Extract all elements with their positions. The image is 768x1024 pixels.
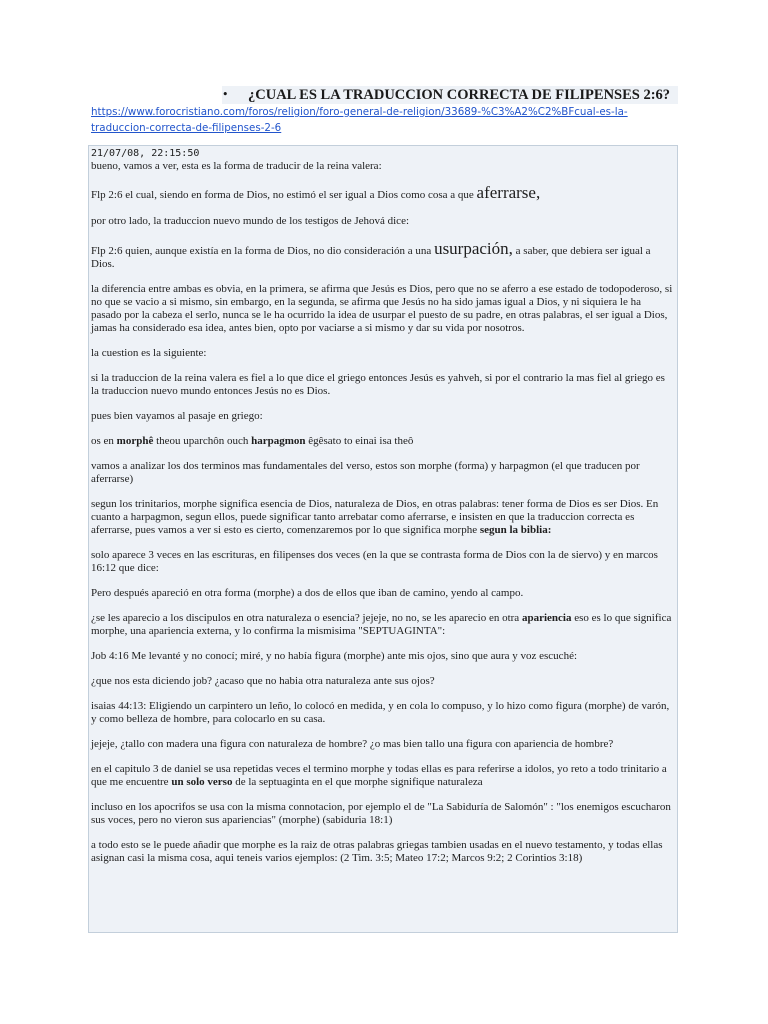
paragraph-14-text: ¿se les aparecio a los discipulos en otra naturaleza o esencia? jejeje, no no, se les aparecio en otra: [91, 612, 522, 624]
bullet-icon: •: [222, 88, 229, 101]
paragraph-19-text-end: de la septuaginta en el que morphe signifique naturaleza: [232, 776, 483, 788]
post-timestamp: 21/07/08, 22:15:50: [91, 148, 200, 159]
greek-harpagmon: harpagmon: [251, 435, 306, 447]
paragraph-19: [91, 763, 674, 789]
greek-text-3: êgêsato to einai isa theô: [305, 435, 414, 447]
paragraph-14-text-end: eso es lo que significa morphe, una apariencia externa, y lo confirma la mismisima "SEPTUAGINTA":: [91, 612, 672, 637]
paragraph-11-bold: segun la biblia:: [479, 524, 552, 536]
paragraph-9: [91, 435, 674, 448]
paragraph-11: [91, 498, 674, 537]
paragraph-21: a todo esto se le puede añadir que morphe es la raiz de otras palabras griegas tambien usadas en el nuevo testamento, y todas ellas asignan casi la misma cosa, aqui teneis varios ejemplos: (2 Tim. 3:5; Mateo 17:2; Marcos 9:2; 2 Corintios 3:18): [91, 839, 663, 864]
paragraph-1: bueno, vamos a ver, esta es la forma de traducir de la reina valera:: [91, 160, 382, 172]
article-title: ¿CUAL ES LA TRADUCCION CORRECTA DE FILIPENSES 2:6?: [248, 87, 671, 103]
paragraph-20: incluso en los apocrifos se usa con la misma connotacion, por ejemplo el de "La Sabiduría de Salomón" : "los enemigos escucharon sus voces, pero no vieron sus apariencias" (morphe) (sabiduria 18:1): [91, 801, 671, 826]
paragraph-15: Job 4:16 Me levanté y no conocí; miré, y no había figura (morphe) ante mis ojos, sino que aura y voz escuché:: [91, 650, 578, 662]
paragraph-3: por otro lado, la traduccion nuevo mundo de los testigos de Jehová dice:: [91, 215, 410, 227]
paragraph-17: isaias 44:13: Eligiendo un carpintero un leño, lo colocó en medida, y en cola lo compuso, y lo hizo como figura (morphe) de varón, y como belleza de hombre, para colocarlo en su casa.: [91, 700, 670, 725]
paragraph-2: [91, 185, 674, 203]
paragraph-5: la diferencia entre ambas es obvia, en la primera, se afirma que Jesús es Dios, pero que no se aferro a ese estado de todopoderoso, si no que se vacio a si mismo, sin embargo, en la segunda, se afirma que Jesús no ha sido jamas igual a Dios, y ni siquiera le ha pasado por la cabeza el serlo, nunca se le ha ocurrido la idea de usurpar el puesto de su padre, en otras palabras, el ser igual a Dios, jamas ha considerado esa idea, antes bien, opto por vaciarse a si mismo y dar su vida por nosotros.: [91, 283, 673, 334]
article-heading-row: [222, 86, 678, 104]
greek-morphe: morphê: [116, 435, 154, 447]
paragraph-7: si la traduccion de la reina valera es fiel a lo que dice el griego entonces Jesús es yahveh, si por el contrario la mas fiel al griego es la traduccion nuevo mundo entonces Jesús no es Dios.: [91, 372, 665, 397]
paragraph-14: [91, 612, 674, 638]
source-link[interactable]: https://www.forocristiano.com/foros/religion/foro-general-de-religion/33689-%C3%A2%C2%BFcual-es-la-traduccion-correcta-de-filipenses-2-6: [91, 106, 628, 134]
greek-text-2: theou uparchôn ouch: [153, 435, 252, 447]
paragraph-8: pues bien vayamos al pasaje en griego:: [91, 410, 263, 422]
paragraph-14-bold: apariencia: [521, 612, 572, 624]
greek-text-1: os en: [91, 435, 117, 447]
paragraph-12: solo aparece 3 veces en las escrituras, en filipenses dos veces (en la que se contrasta forma de Dios con la de siervo) y en marcos 16:12 que dice:: [91, 549, 658, 574]
paragraph-4: [91, 239, 674, 271]
paragraph-4-text-end: a saber, que debiera ser igual a Dios.: [91, 245, 651, 270]
paragraph-19-bold: un solo verso: [171, 776, 233, 788]
emphasis-usurpacion: usurpación,: [434, 239, 513, 258]
emphasis-aferrarse: aferrarse,: [476, 183, 541, 202]
paragraph-18: jejeje, ¿tallo con madera una figura con naturaleza de hombre? ¿o mas bien tallo una figura con apariencia de hombre?: [91, 738, 614, 750]
paragraph-19-text: en el capitulo 3 de daniel se usa repetidas veces el termino morphe y todas ellas es para referirse a idolos, yo reto a todo trinitario a que me encuentre: [91, 763, 667, 788]
paragraph-13: Pero después apareció en otra forma (morphe) a dos de ellos que iban de camino, yendo al campo.: [91, 587, 524, 599]
paragraph-11-text: segun los trinitarios, morphe significa esencia de Dios, naturaleza de Dios, en otras palabras: tener forma de Dios es ser Dios. En cuanto a harpagmon, segun ellos, puede significar tanto arrebatar como aferrarse, e insisten en que la traduccion correcta es aferrarse, pues vamos a ver si esto es cierto, comenzaremos por lo que significa morphe: [91, 498, 659, 536]
paragraph-2-text: Flp 2:6 el cual, siendo en forma de Dios, no estimó el ser igual a Dios como cosa a que: [91, 189, 477, 201]
paragraph-10: vamos a analizar los dos terminos mas fundamentales del verso, estos son morphe (forma) y harpagmon (el que traducen por aferrarse): [91, 460, 640, 485]
forum-post: [88, 145, 678, 933]
paragraph-16: ¿que nos esta diciendo job? ¿acaso que no habia otra naturaleza ante sus ojos?: [91, 675, 435, 687]
paragraph-4-text: Flp 2:6 quien, aunque existía en la forma de Dios, no dio consideración a una: [91, 245, 435, 257]
paragraph-6: la cuestion es la siguiente:: [91, 347, 207, 359]
